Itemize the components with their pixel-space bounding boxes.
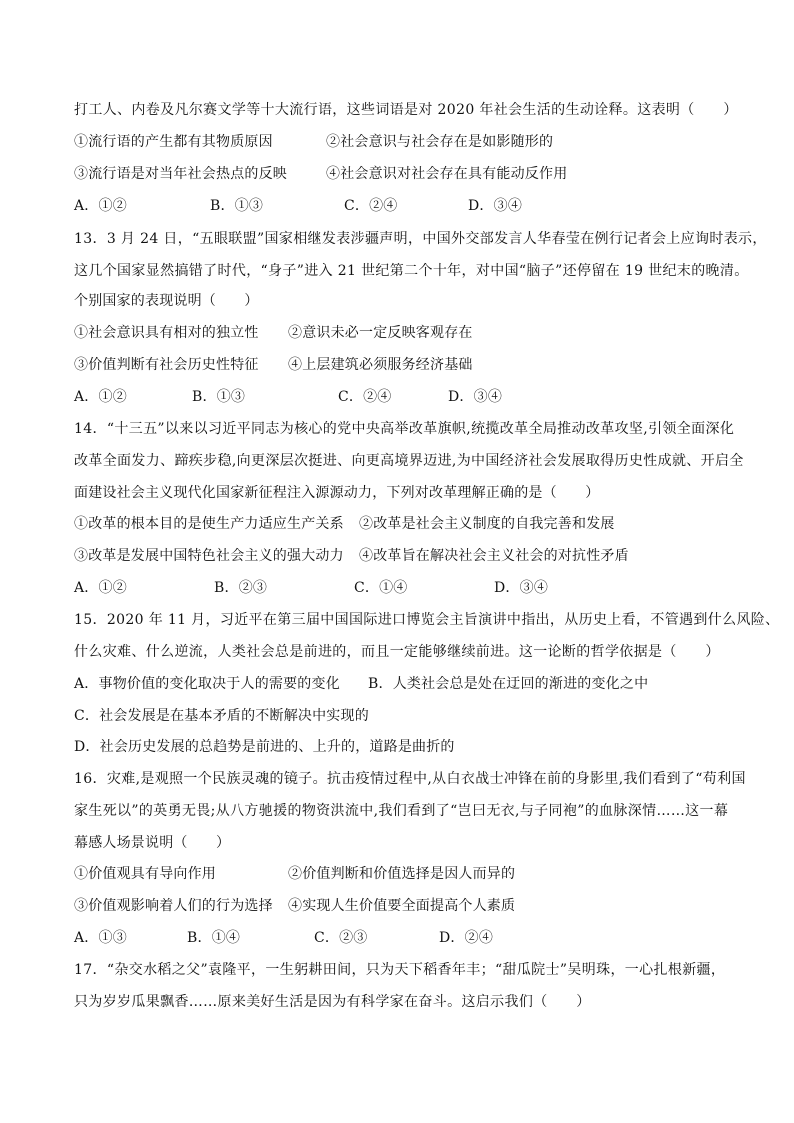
question-16-stem-line-2: 家生死以”的英勇无畏;从八方驰援的物资洪流中,我们看到了“岂曰无衣,与子同袍”的血脉深情……这一幕 [74, 803, 729, 819]
question-13-choices [74, 386, 754, 408]
option-1: ①价值观具有导向作用 [74, 866, 216, 882]
question-11-options-row-2 [74, 163, 754, 185]
choice-b: B．人类社会总是处在迂回的渐进的变化之中 [368, 676, 649, 692]
option-4: ④社会意识对社会存在具有能动反作用 [326, 166, 568, 182]
choice-d: D．③④ [494, 580, 549, 596]
choice-d: D．③④ [468, 198, 523, 214]
choice-a: A．事物价值的变化取决于人的需要的变化 [74, 676, 340, 692]
option-3: ③改革是发展中国特色社会主义的强大动力 [74, 548, 344, 564]
question-17-stem-line-1: 17．“杂交水稻之父”袁隆平，一生躬耕田间，只为天下稻香年丰；“甜瓜院士”吴明珠，一心扎根新疆， [74, 962, 726, 978]
choice-a: A．①② [74, 580, 127, 596]
choice-a: A．①② [74, 198, 127, 214]
question-13-stem-line-2: 这几个国家显然搞错了时代，“身子”进入 21 世纪第二个十年，对中国“脑子”还停留在 19 世纪末的晚清。 [74, 263, 749, 279]
question-15-choices-row-1 [74, 673, 754, 695]
choice-d: D．③④ [448, 389, 503, 405]
question-14-stem-line-3: 面建设社会主义现代化国家新征程注入源源动力，下列对改革理解正确的是（ ） [74, 485, 600, 501]
option-2: ②社会意识与社会存在是如影随形的 [326, 134, 554, 150]
question-14-choices [74, 577, 754, 599]
choice-c: C．②③ [314, 930, 368, 946]
option-1: ①社会意识具有相对的独立性 [74, 325, 259, 341]
question-16-options-row-1 [74, 863, 754, 885]
question-14-stem-line-2: 改革全面发力、蹄疾步稳,向更深层次挺进、向更高境界迈进,为中国经济社会发展取得历史性成就、开启全 [74, 453, 744, 469]
option-2: ②意识未必一定反映客观存在 [288, 325, 473, 341]
choice-b: B．①③ [192, 389, 246, 405]
question-13-options-row-2 [74, 354, 754, 376]
option-4: ④实现人生价值要全面提高个人素质 [288, 898, 516, 914]
question-15-stem-line-1: 15．2020 年 11 月，习近平在第三届中国国际进口博览会主旨演讲中指出，从历史上看，不管遇到什么风险、 [74, 612, 780, 628]
option-3: ③价值判断有社会历史性特征 [74, 357, 259, 373]
question-11-stem-end: 打工人、内卷及凡尔赛文学等十大流行语，这些词语是对 2020 年社会生活的生动诠释。这表明（ ） [74, 102, 738, 118]
choice-b: B．②③ [214, 580, 268, 596]
option-2: ②改革是社会主义制度的自我完善和发展 [359, 516, 615, 532]
option-4: ④改革旨在解决社会主义社会的对抗性矛盾 [359, 548, 629, 564]
question-13-stem-line-3: 个别国家的表现说明（ ） [74, 293, 259, 309]
question-15-stem-line-2: 什么灾难、什么逆流，人类社会总是前进的，而且一定能够继续前进。这一论断的哲学依据是（ ） [74, 644, 720, 660]
choice-c: C．②④ [338, 389, 392, 405]
option-3: ③流行语是对当年社会热点的反映 [74, 166, 287, 182]
choice-c: C．②④ [344, 198, 398, 214]
choice-a: A．①② [74, 389, 127, 405]
question-14-options-row-1 [74, 513, 754, 535]
option-1: ①流行语的产生都有其物质原因 [74, 134, 273, 150]
option-4: ④上层建筑必须服务经济基础 [288, 357, 473, 373]
question-11-options-row-1 [74, 131, 754, 153]
choice-d: D．社会历史发展的总趋势是前进的、上升的，道路是曲折的 [74, 739, 455, 755]
option-1: ①改革的根本目的是使生产力适应生产关系 [74, 516, 344, 532]
question-17-stem-line-2: 只为岁岁瓜果飘香……原来美好生活是因为有科学家在奋斗。这启示我们（ ） [74, 994, 591, 1010]
question-14-options-row-2 [74, 545, 754, 567]
question-16-stem-line-1: 16．灾难,是观照一个民族灵魂的镜子。抗击疫情过程中,从白衣战士冲锋在前的身影里,我们看到了“苟利国 [74, 771, 746, 787]
option-2: ②价值判断和价值选择是因人而异的 [288, 866, 516, 882]
choice-d: D．②④ [439, 930, 494, 946]
question-16-stem-line-3: 幕感人场景说明（ ） [74, 835, 231, 851]
question-13-options-row-1 [74, 322, 754, 344]
choice-b: B．①④ [187, 930, 241, 946]
choice-a: A．①③ [74, 930, 127, 946]
question-13-stem-line-1: 13．3 月 24 日，“五眼联盟”国家相继发表涉疆声明，中国外交部发言人华春莹在例行记者会上应询时表示， [74, 231, 767, 247]
question-16-options-row-2 [74, 895, 754, 917]
question-11-choices [74, 195, 754, 217]
option-3: ③价值观影响着人们的行为选择 [74, 898, 273, 914]
choice-c: C．社会发展是在基本矛盾的不断解决中实现的 [74, 708, 369, 724]
choice-c: C．①④ [354, 580, 408, 596]
question-16-choices [74, 927, 754, 949]
choice-b: B．①③ [210, 198, 264, 214]
question-14-stem-line-1: 14．“十三五”以来以习近平同志为核心的党中央高举改革旗帜,统揽改革全局推动改革攻坚,引领全面深化 [74, 421, 735, 437]
